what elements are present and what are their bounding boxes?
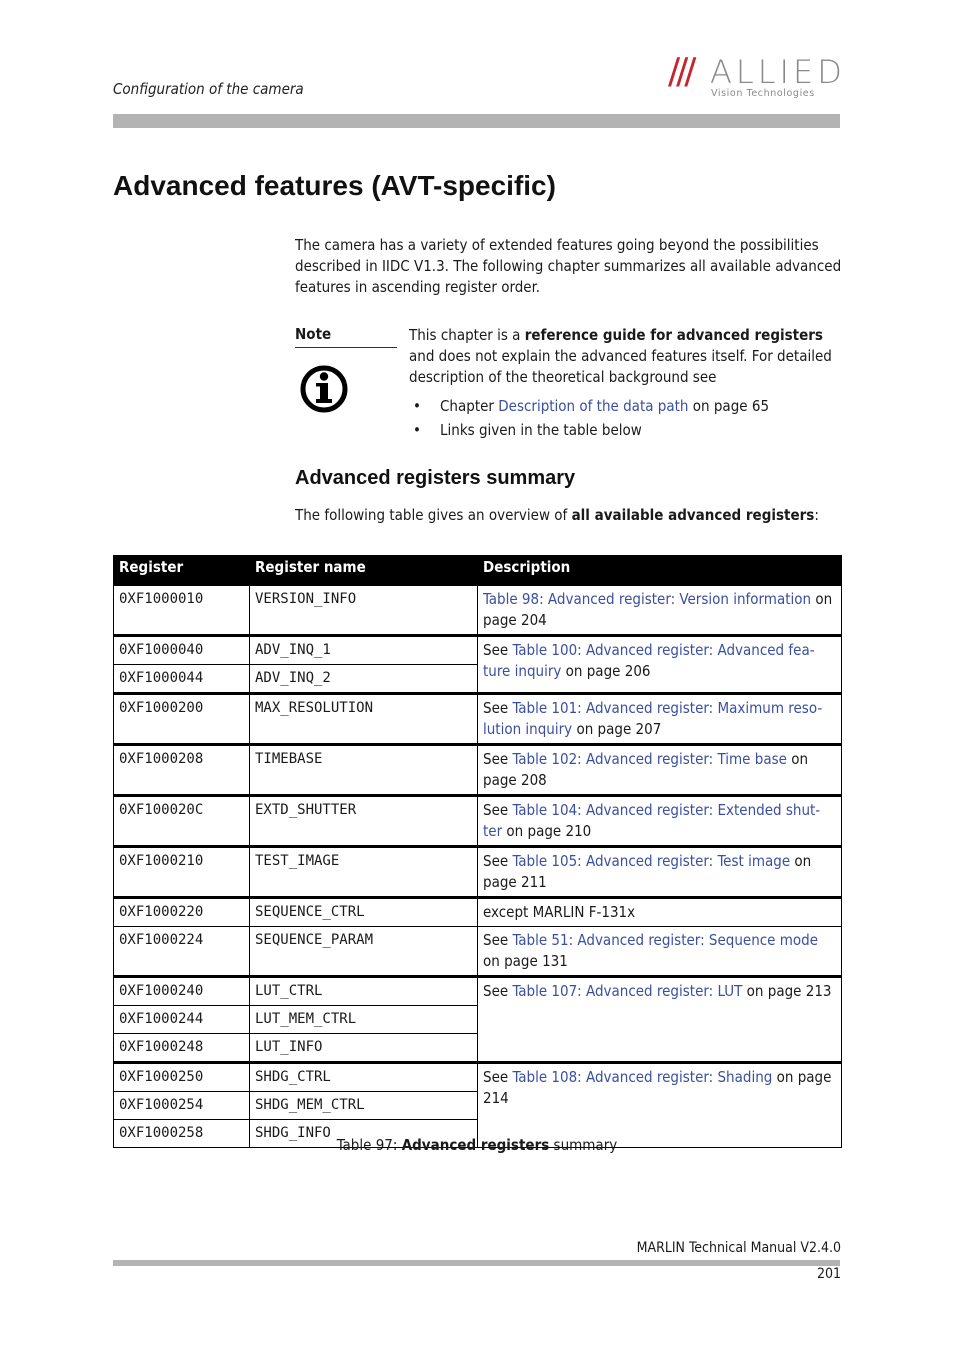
header-divider: [113, 114, 840, 128]
logo-word: ALLIED: [710, 53, 846, 91]
page-title: Advanced features (AVT-specific): [113, 170, 556, 201]
description-cell: See Table 51: Advanced register: Sequence mode on page 131: [478, 926, 842, 976]
table-link[interactable]: Table 51: Advanced register: Sequence mode: [512, 930, 819, 949]
running-header: Configuration of the camera: [113, 80, 304, 98]
register-cell: 0XF1000010: [114, 585, 250, 635]
register-cell: 0XF1000208: [114, 744, 250, 795]
register-cell: 0XF1000258: [114, 1119, 250, 1147]
table-link[interactable]: Table 100: Advanced register: Advanced fea-ture inquiry: [483, 640, 815, 680]
page-number: 201: [816, 1266, 841, 1282]
table-row: [114, 976, 842, 1005]
register-name-cell: EXTD_SHUTTER: [250, 795, 478, 846]
column-header: Register: [114, 555, 250, 585]
footer-divider: [113, 1260, 840, 1266]
description-cell: See Table 108: Advanced register: Shading on page 214: [478, 1062, 842, 1147]
register-name-cell: SHDG_MEM_CTRL: [250, 1091, 478, 1119]
description-cell: Table 98: Advanced register: Version information on page 204: [478, 585, 842, 635]
description-cell: See Table 100: Advanced register: Advanced fea-ture inquiry on page 206: [478, 635, 842, 693]
footer-manual-title: MARLIN Technical Manual V2.4.0: [636, 1240, 841, 1256]
intro-paragraph: The camera has a variety of extended features going beyond the possibilities described in IIDC V1.3. The following chapter summarizes all available advanced features in ascending register order.: [295, 236, 842, 296]
table-link[interactable]: Table 105: Advanced register: Test image: [512, 851, 791, 870]
register-cell: 0XF1000210: [114, 846, 250, 897]
description-cell: See Table 101: Advanced register: Maximum reso-lution inquiry on page 207: [478, 693, 842, 744]
note-text: This chapter is a reference guide for advanced registers and does not explain the advanced features itself. For detailed description of the theoretical background see: [409, 326, 832, 386]
register-name-cell: ADV_INQ_1: [250, 635, 478, 664]
register-cell: 0XF1000244: [114, 1005, 250, 1033]
table-link[interactable]: Table 108: Advanced register: Shading: [512, 1067, 773, 1086]
table-link[interactable]: Table 101: Advanced register: Maximum reso-lution inquiry: [483, 698, 823, 738]
table-link[interactable]: Table 104: Advanced register: Extended shut-ter: [483, 800, 821, 840]
register-name-cell: MAX_RESOLUTION: [250, 693, 478, 744]
section-title: Advanced registers summary: [295, 467, 576, 489]
register-name-cell: VERSION_INFO: [250, 585, 478, 635]
description-cell: except MARLIN F-131x: [478, 897, 842, 926]
table-row: [114, 926, 842, 976]
table-header-row: [114, 555, 842, 585]
note-bullet: • Links given in the table below: [409, 418, 841, 442]
register-cell: 0XF1000224: [114, 926, 250, 976]
description-cell: See Table 105: Advanced register: Test image on page 211: [478, 846, 842, 897]
allied-logo: [668, 51, 846, 102]
description-cell: See Table 102: Advanced register: Time base on page 208: [478, 744, 842, 795]
register-name-cell: SEQUENCE_PARAM: [250, 926, 478, 976]
table-row: [114, 846, 842, 897]
register-cell: 0XF1000254: [114, 1091, 250, 1119]
advanced-registers-table: [113, 555, 842, 1148]
description-cell: See Table 104: Advanced register: Extended shut-ter on page 210: [478, 795, 842, 846]
table-row: [114, 693, 842, 744]
register-name-cell: TEST_IMAGE: [250, 846, 478, 897]
register-cell: 0XF1000240: [114, 976, 250, 1005]
register-cell: 0XF1000248: [114, 1033, 250, 1062]
description-cell: See Table 107: Advanced register: LUT on page 213: [478, 976, 842, 1062]
table-row: [114, 635, 842, 664]
table-link[interactable]: Table 107: Advanced register: LUT: [512, 981, 743, 1000]
table-link[interactable]: Table 102: Advanced register: Time base: [512, 749, 787, 768]
register-cell: 0XF1000250: [114, 1062, 250, 1091]
note-label: Note: [295, 325, 397, 348]
register-cell: 0XF1000220: [114, 897, 250, 926]
note-bullet: • Chapter Description of the data path on page 65: [409, 394, 841, 418]
register-cell: 0XF1000040: [114, 635, 250, 664]
table-row: [114, 1062, 842, 1091]
register-cell: 0XF1000044: [114, 664, 250, 693]
register-name-cell: ADV_INQ_2: [250, 664, 478, 693]
data-path-link[interactable]: Description of the data path: [498, 397, 689, 415]
register-name-cell: LUT_MEM_CTRL: [250, 1005, 478, 1033]
info-icon: [299, 362, 349, 416]
note-emphasis: reference guide for advanced registers: [524, 326, 823, 344]
table-row: [114, 795, 842, 846]
note-bullet-list: [409, 394, 841, 442]
register-cell: 0XF1000200: [114, 693, 250, 744]
register-cell: 0XF100020C: [114, 795, 250, 846]
table-row: [114, 585, 842, 635]
table-row: [114, 897, 842, 926]
section-intro: The following table gives an overview of all available advanced registers:: [295, 506, 819, 524]
register-name-cell: TIMEBASE: [250, 744, 478, 795]
table-caption: Table 97: Advanced registers summary: [336, 1136, 618, 1154]
register-name-cell: SHDG_CTRL: [250, 1062, 478, 1091]
register-name-cell: LUT_CTRL: [250, 976, 478, 1005]
register-name-cell: SEQUENCE_CTRL: [250, 897, 478, 926]
register-name-cell: SHDG_INFO: [250, 1119, 478, 1147]
register-name-cell: LUT_INFO: [250, 1033, 478, 1062]
column-header: Register name: [250, 555, 478, 585]
column-header: Description: [478, 555, 842, 585]
logo-subtitle: Vision Technologies: [711, 88, 815, 99]
table-row: [114, 744, 842, 795]
table-link[interactable]: Table 98: Advanced register: Version information: [483, 589, 812, 608]
logo-slashes: ///: [668, 51, 693, 92]
